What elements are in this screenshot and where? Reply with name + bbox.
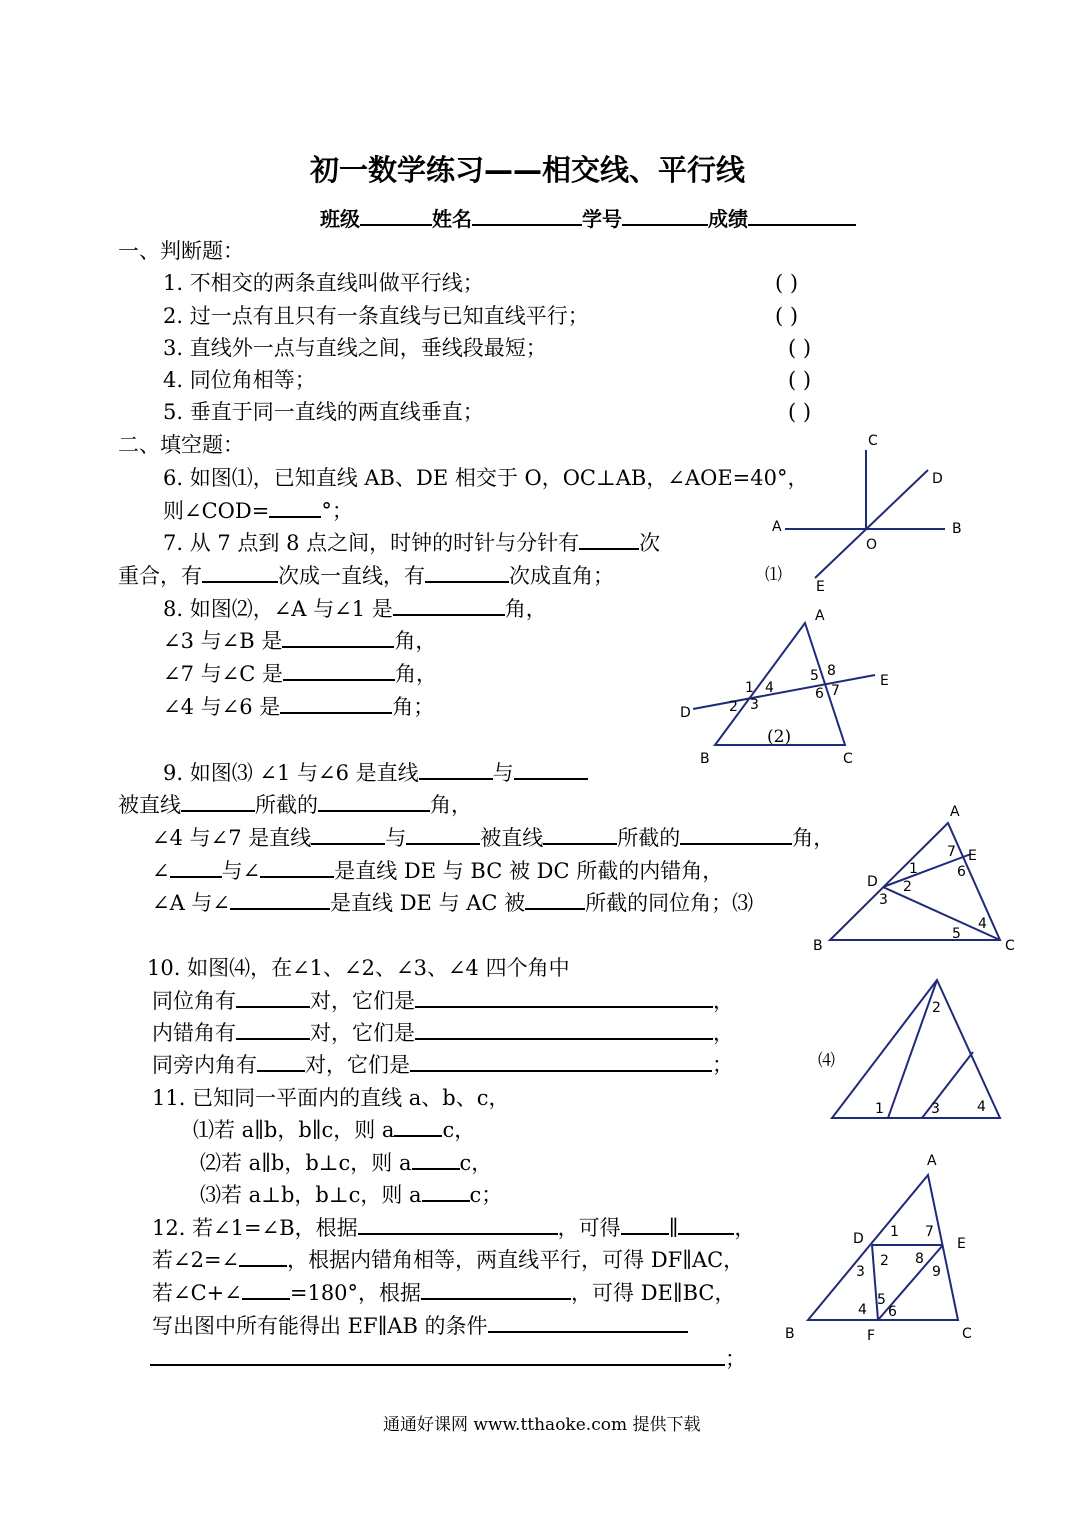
q9-text-o: 是直线 DE 与 AC 被 [330, 891, 526, 915]
q9-text-c: 被直线 [118, 793, 181, 817]
angle-5: 5 [877, 1292, 886, 1308]
line-de [815, 470, 928, 578]
q8-row1-text: ∠3 与∠B 是 [163, 629, 283, 653]
q10-row3-mid: 对，它们是 [305, 1053, 410, 1077]
q9-text-k: ∠ [152, 859, 170, 883]
q9-blank-5[interactable] [311, 825, 385, 845]
q6-text-a: 则∠COD= [163, 499, 270, 523]
q9-text-m: 是直线 DE 与 BC 被 DC 所截的内错角， [334, 859, 724, 883]
q11-row2-text: ⑵若 a∥b，b⊥c，则 a [200, 1151, 412, 1175]
angle-5: 5 [810, 668, 819, 684]
q12-text-c: ∥ [668, 1216, 679, 1240]
figure-1 [760, 425, 980, 600]
q12-line5 [150, 1346, 746, 1372]
judge-item-4: 4. 同位角相等； [163, 368, 316, 392]
figure-3 [805, 798, 1035, 963]
triangle-outer [832, 980, 1000, 1118]
judge-bracket-2[interactable]: ( ) [775, 304, 799, 328]
label-c: C [1005, 938, 1015, 954]
angle-7: 7 [947, 844, 956, 860]
line-df [872, 1245, 878, 1320]
angle-4: 4 [765, 680, 774, 696]
angle-3: 3 [931, 1101, 940, 1117]
label-d: D [932, 471, 943, 487]
q10-line3 [152, 1020, 734, 1046]
q6-blank[interactable] [269, 498, 321, 518]
q12-blank-1[interactable] [358, 1215, 558, 1235]
angle-1: 1 [875, 1101, 884, 1117]
q8-blank-1[interactable] [393, 596, 505, 616]
q7-text-d: 次成一直线，有 [278, 564, 425, 588]
q8-blank-2[interactable] [282, 628, 394, 648]
q8-row3-suffix: 角； [392, 695, 435, 719]
q10-row1-text: 同位角有 [152, 989, 236, 1013]
q11-line3 [200, 1150, 492, 1176]
q12-blank-7[interactable] [488, 1313, 688, 1333]
inner-line-1 [888, 980, 937, 1118]
q9-blank-11[interactable] [230, 890, 330, 910]
angle-7: 7 [925, 1224, 934, 1240]
q10-blank-6[interactable] [410, 1052, 712, 1072]
q8-row1-suffix: 角， [394, 629, 437, 653]
id-blank[interactable] [622, 206, 708, 226]
q11-blank-3[interactable] [422, 1182, 470, 1202]
label-a: A [772, 519, 782, 535]
q12-text-i: ，可得 DE∥BC， [571, 1281, 736, 1305]
q8-row3-text: ∠4 与∠6 是 [163, 695, 281, 719]
angle-1: 1 [745, 680, 754, 696]
label-c: C [843, 751, 853, 767]
q9-line5 [152, 890, 753, 916]
q8-blank-4[interactable] [280, 694, 392, 714]
q6-line1: 6. 如图⑴，已知直线 AB、DE 相交于 O，OC⊥AB，∠AOE=40°， [163, 466, 809, 490]
q12-line2 [152, 1247, 744, 1273]
q12-text-h: =180°，根据 [289, 1281, 422, 1305]
angle-6: 6 [957, 864, 966, 880]
q9-blank-3[interactable] [181, 792, 255, 812]
q8-line1 [163, 596, 547, 622]
score-blank[interactable] [748, 206, 856, 226]
q10-row2-text: 内错角有 [152, 1021, 236, 1045]
q9-text-p: 所截的同位角；⑶ [585, 891, 754, 915]
q12-text-d: ， [734, 1216, 756, 1240]
angle-8: 8 [827, 663, 836, 679]
judge-bracket-1[interactable]: ( ) [775, 271, 799, 295]
label-f: F [867, 1328, 876, 1344]
q10-blank-3[interactable] [236, 1020, 310, 1040]
angle-1: 1 [890, 1224, 899, 1240]
q8-blank-3[interactable] [283, 661, 395, 681]
q12-text-j: 写出图中所有能得出 EF∥AB 的条件 [152, 1314, 488, 1338]
q11-row1-text: ⑴若 a∥b，b∥c，则 a [193, 1118, 395, 1142]
q10-blank-4[interactable] [415, 1020, 713, 1040]
class-blank[interactable] [360, 206, 432, 226]
figure-4-caption: ⑷ [818, 1051, 835, 1071]
q7-text-b: 次 [639, 531, 661, 555]
label-d: D [867, 874, 878, 890]
label-c: C [868, 433, 878, 449]
angle-3: 3 [856, 1264, 865, 1280]
label-o: O [866, 537, 878, 553]
q9-blank-10[interactable] [260, 858, 334, 878]
q10-blank-2[interactable] [415, 988, 713, 1008]
q9-text-f: ∠4 与∠7 是直线 [152, 826, 312, 850]
q12-line4 [152, 1313, 688, 1339]
q6-line2 [163, 498, 353, 524]
judge-bracket-3[interactable]: ( ) [788, 336, 812, 360]
q9-blank-7[interactable] [543, 825, 617, 845]
class-label: 班级 [320, 207, 360, 231]
inner-line-2 [922, 1052, 973, 1118]
q9-blank-6[interactable] [406, 825, 480, 845]
judge-item-3: 3. 直线外一点与直线之间，垂线段最短； [163, 336, 547, 360]
q9-line1 [163, 760, 588, 786]
angle-5: 5 [952, 926, 961, 942]
q8-text-a: 8. 如图⑵，∠A 与∠1 是 [163, 597, 393, 621]
q7-line1 [163, 530, 660, 556]
triangle-abc [830, 823, 1000, 940]
q12-blank-2[interactable] [621, 1215, 669, 1235]
figure-2 [675, 605, 905, 775]
q8-text-b: 角， [504, 597, 547, 621]
angle-4: 4 [978, 916, 987, 932]
judge-item-2: 2. 过一点有且只有一条直线与已知直线平行； [163, 304, 589, 328]
q8-row2-suffix: 角， [394, 662, 437, 686]
q9-text-l: 与∠ [221, 859, 261, 883]
q9-text-g: 与 [385, 826, 407, 850]
q9-line4 [152, 858, 723, 884]
q11-blank-1[interactable] [394, 1117, 442, 1137]
q10-blank-1[interactable] [236, 988, 310, 1008]
q8-line2 [163, 628, 436, 654]
label-b: B [813, 938, 823, 954]
label-a: A [927, 1153, 937, 1169]
q6-text-b: °； [321, 499, 353, 523]
q10-row1-mid: 对，它们是 [310, 989, 415, 1013]
angle-4: 4 [977, 1099, 986, 1115]
angle-2: 2 [932, 1000, 941, 1016]
label-e: E [968, 848, 977, 864]
q9-blank-8[interactable] [680, 825, 792, 845]
q9-text-b: 与 [492, 761, 514, 785]
q9-text-n: ∠A 与∠ [152, 891, 231, 915]
angle-9: 9 [932, 1264, 941, 1280]
angle-6: 6 [815, 686, 824, 702]
q7-text-c: 重合，有 [118, 564, 202, 588]
q9-text-d: 所截的 [255, 793, 318, 817]
q10-row2-mid: 对，它们是 [310, 1021, 415, 1045]
q12-line3 [152, 1280, 735, 1306]
label-e: E [957, 1236, 966, 1252]
line-dc [883, 887, 1000, 940]
label-a: A [950, 804, 960, 820]
q10-line1: 10. 如图⑷，在∠1、∠2、∠3、∠4 四个角中 [147, 956, 570, 980]
judge-bracket-5[interactable]: ( ) [788, 400, 812, 424]
q11-row2-suffix: c， [459, 1151, 493, 1175]
figure-2-caption: (2) [767, 727, 792, 747]
q9-text-j: 角， [792, 826, 835, 850]
q12-blank-4[interactable] [239, 1247, 287, 1267]
label-d: D [680, 705, 691, 721]
q12-text-g: 若∠C+∠ [152, 1281, 242, 1305]
q7-text-e: 次成直角； [509, 564, 614, 588]
q12-blank-3[interactable] [678, 1215, 734, 1235]
angle-2: 2 [729, 699, 738, 715]
q10-row3-suffix: ； [712, 1053, 733, 1077]
section2-heading: 二、填空题： [118, 433, 244, 457]
angle-2: 2 [903, 879, 912, 895]
q11-row3-suffix: c； [469, 1183, 503, 1207]
score-label: 成绩 [708, 207, 748, 231]
q9-line2 [118, 792, 472, 818]
label-b: B [952, 521, 962, 537]
q12-blank-5[interactable] [242, 1280, 290, 1300]
judge-bracket-4[interactable]: ( ) [788, 368, 812, 392]
q11-line4 [200, 1182, 502, 1208]
judge-item-5: 5. 垂直于同一直线的两直线垂直； [163, 400, 484, 424]
label-e: E [880, 673, 889, 689]
q9-text-a: 9. 如图⑶ ∠1 与∠6 是直线 [163, 761, 419, 785]
q10-row2-suffix: ， [713, 1021, 734, 1045]
label-b: B [700, 751, 710, 767]
q12-text-k: ； [725, 1347, 746, 1371]
q11-row3-text: ⑶若 a⊥b，b⊥c，则 a [200, 1183, 422, 1207]
name-label: 姓名 [432, 207, 472, 231]
line-de [693, 675, 875, 709]
angle-3: 3 [879, 892, 888, 908]
angle-4: 4 [858, 1302, 867, 1318]
student-info-line [320, 206, 856, 232]
q10-line2 [152, 988, 734, 1014]
q12-text-a: 12. 若∠1=∠B，根据 [152, 1216, 358, 1240]
q9-blank-4[interactable] [318, 792, 430, 812]
label-a: A [815, 608, 825, 624]
q7-blank-1[interactable] [579, 530, 639, 550]
q7-line2 [118, 563, 614, 589]
q9-text-h: 被直线 [480, 826, 544, 850]
q9-line3 [152, 825, 834, 851]
q10-blank-5[interactable] [257, 1052, 305, 1072]
q11-line1: 11. 已知同一平面内的直线 a、b、c， [152, 1086, 510, 1110]
q11-row1-suffix: c， [442, 1118, 476, 1142]
id-label: 学号 [582, 207, 622, 231]
angle-2: 2 [880, 1253, 889, 1269]
label-e: E [816, 579, 825, 595]
q9-text-i: 所截的 [617, 826, 681, 850]
angle-3: 3 [750, 697, 759, 713]
angle-6: 6 [888, 1304, 897, 1320]
q11-blank-2[interactable] [412, 1150, 460, 1170]
q8-line3 [163, 661, 437, 687]
page-title: 初一数学练习——相交线、平行线 [310, 153, 746, 187]
label-d: D [853, 1231, 864, 1247]
label-b: B [785, 1326, 795, 1342]
q7-blank-3[interactable] [425, 563, 509, 583]
q11-line2 [193, 1117, 475, 1143]
q9-blank-1[interactable] [419, 760, 493, 780]
q7-blank-2[interactable] [202, 563, 278, 583]
q12-text-e: 若∠2=∠ [152, 1248, 240, 1272]
judge-item-1: 1. 不相交的两条直线叫做平行线； [163, 271, 484, 295]
section1-heading: 一、判断题： [118, 239, 244, 263]
angle-8: 8 [915, 1251, 924, 1267]
page-footer: 通通好课网 www.tthaoke.com 提供下载 [383, 1415, 701, 1435]
q12-text-b: ，可得 [557, 1216, 621, 1240]
figure-4 [810, 968, 1015, 1128]
name-blank[interactable] [472, 206, 582, 226]
q7-text-a: 7. 从 7 点到 8 点之间，时钟的时针与分针有 [163, 531, 580, 555]
q10-row1-suffix: ， [713, 989, 734, 1013]
figure-1-caption: ⑴ [765, 565, 782, 585]
q10-line4 [152, 1052, 733, 1078]
angle-7: 7 [831, 683, 840, 699]
angle-1: 1 [909, 861, 918, 877]
q9-blank-2[interactable] [514, 760, 588, 780]
figure-5 [780, 1150, 990, 1350]
q12-blank-6[interactable] [421, 1280, 571, 1300]
q10-row3-text: 同旁内角有 [152, 1053, 257, 1077]
q12-text-f: ，根据内错角相等，两直线平行，可得 DF∥AC， [287, 1248, 745, 1272]
q8-line4 [163, 694, 434, 720]
q9-text-e: 角， [430, 793, 472, 817]
q12-blank-8[interactable] [150, 1346, 725, 1366]
q9-blank-12[interactable] [525, 890, 585, 910]
q8-row2-text: ∠7 与∠C 是 [163, 662, 283, 686]
q12-line1 [152, 1215, 755, 1241]
q9-blank-9[interactable] [170, 858, 222, 878]
label-c: C [962, 1326, 972, 1342]
